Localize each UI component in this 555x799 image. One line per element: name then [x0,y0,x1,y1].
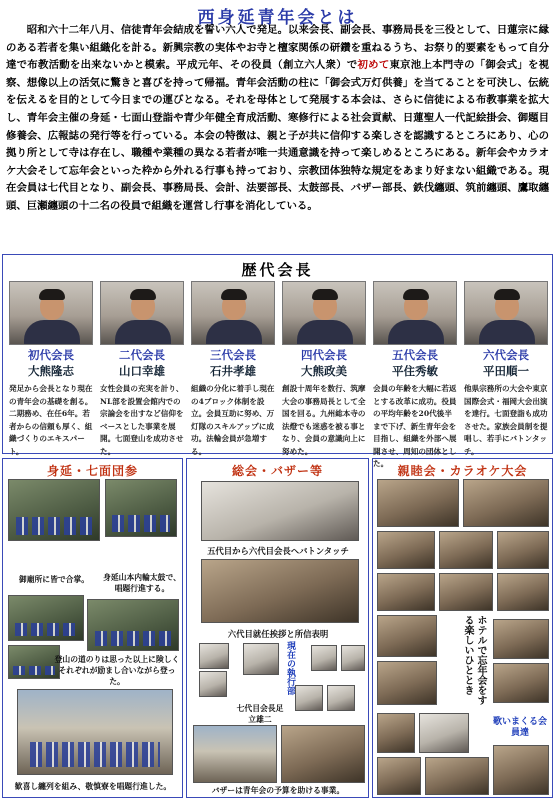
photo-caption: 歓喜し纏列を組み、敬慎寮を唱題行進した。 [14,782,172,791]
photo [377,479,459,527]
president-photo [100,281,184,345]
president-rank: 三代会長 [210,348,256,362]
photo-caption: ホテルで忘年会をする楽しいひととき [462,615,486,705]
presidents-section [2,254,553,468]
photo [17,689,173,775]
photo [199,671,227,697]
president-photo [464,281,548,345]
photo [497,573,549,611]
photo [463,479,549,527]
president-name: 平住秀敏 [392,364,438,378]
president-name: 大熊政美 [301,364,347,378]
photo [327,685,355,711]
photo-caption: 七代目会長足立雄二 [236,704,284,724]
photo [341,645,365,671]
president-photo [373,281,457,345]
photo-caption: 身延山本内輪太鼓で、唱題行進する。 [103,573,181,593]
photo [295,685,323,711]
photo-caption: 歌いまくる会員達 [492,717,547,738]
photo-caption: 登山の道のりは思った以上に険しくそれぞれが励まし合いながら登った。 [54,655,180,686]
photo [377,615,437,657]
president-name: 石井孝雄 [210,364,256,378]
photo [377,713,415,753]
president-desc: 発足から会長となり現在の青年会の基礎を創る。二期務め、在任6年。若者からの信頼も厚く、組織づくりのエキスパート。 [9,384,93,456]
photo [425,757,489,795]
president-card [464,281,548,458]
president-desc: 女性会員の充実を計り、NL部を設置会館内での宗論会を出すなど信仰をベースとした事業を展開。七面登山を成功させた。 [100,384,184,456]
photo [8,479,100,541]
minobu-section [2,458,183,798]
president-card [282,281,366,458]
photo [281,725,365,783]
photo-caption: 御廟所に皆で合掌。 [18,575,90,584]
president-card [191,281,275,458]
president-name: 大熊隆志 [28,364,74,378]
photo [8,595,84,641]
president-card [100,281,184,458]
photo [201,481,359,541]
intro-text-2: 東京池上本門寺の「御会式」を視察、想像以上の活気に驚きと喜びを持って帰福。青年会活動の柱に「御会式万灯供養」を当てることを可決し、伝統を伝えるを目的として今日までの運びとなる。それを母体として発展する本会は、さらに信徒による布教事業を拡大し、青年会主催の身延・七面山登詣や青少年健全育成活動、寒修行による社会貢献、日蓮聖人一代記絵掛会、御題目修養会、広報誌の発行等を行っている。本会の特徴は、親と子が共に信仰する楽しさを認識するところにあり、心の拠り所として寺は存在し、職種や業種の異なる若者が唯一共通意識を持って楽しめるところにある。新年会やカラオケ大会そして忘年会といった枠から外れる行事も持っており、宗教団体独特な規定をあまり好まない組織である。現在会員は七代目となり、副会長、事務局長、会計、法要部長、太鼓部長、バザー部長、鉄伐纏頭、筑前纏頭、鷹取纏頭、巨瀬纏頭の十二名の役員で組織を運営し行事を消化している。 [6,59,550,212]
president-name: 山口幸雄 [119,364,165,378]
photo [493,745,549,795]
photo [377,661,437,705]
party-section [372,458,553,798]
president-rank: 二代会長 [119,348,165,362]
intro-highlight: 初めて [357,59,390,72]
photo [377,573,435,611]
president-desc: 創設十周年を数行、筑摩大会の事務局長として全国を回る。九州総本寺の法燈でも迷惑を被る事となり、会員の意識向上に努めた。 [282,384,366,456]
president-desc: 他県宗務所の大会や東京国際会式・福岡大会出演を達行。七面登詣も成功させた。家族会員制を提唱し、若手にバトンタッチ。 [464,384,548,456]
president-name: 平田順一 [483,364,529,378]
president-rank: 四代会長 [301,348,347,362]
photo [493,619,549,659]
photo-caption: バザーは青年会の予算を助ける事業。 [211,786,345,795]
president-rank: 五代会長 [392,348,438,362]
photo-caption: 現在の執行部 [285,641,295,695]
photo [377,531,435,569]
photo [87,599,179,651]
intro-text-1: 昭和六十二年八月、信徒青年会結成を誓い六人で発足。以来会長、副会長、事務局長を三役として、日蓮宗に縁のある若者を集い組織化を計る。新興宗教の実体や [6,24,549,54]
president-desc: 組織の分化に着手し現在の4ブロック体制を設立。会員互助に努め、万灯隊のスキルアップに成功。法輪会員が急増する。 [191,384,275,456]
section-title: 総会・バザー等 [231,464,323,478]
photo [439,573,493,611]
president-rank: 初代会長 [28,348,74,362]
photo [439,531,493,569]
bazaar-section [186,458,369,798]
photo-caption: 六代目就任挨拶と所信表明 [227,629,329,639]
photo [193,725,277,783]
president-photo [191,281,275,345]
president-photo [9,281,93,345]
photo [497,531,549,569]
photo [377,757,421,795]
president-card [373,281,457,471]
president-photo [282,281,366,345]
presidents-heading: 歴代会長 [241,261,314,279]
photo [105,479,177,537]
intro-paragraph [6,22,549,216]
photo [201,559,359,623]
photo [311,645,337,671]
intro-text-1b: お寺と檀家関係の研鑽を重ねるうち、お祭り的要素をもって自分達で布教活動を出来ないかと模索。平成元年、その役員（創立六人衆）で [6,41,550,72]
photo-caption: 五代目から六代目会長へバトンタッチ [207,546,349,556]
president-desc: 会員の年齢を大幅に若返とする改革に成功。役員の平均年齢を20代後半まで下げ、新生青年会を目指し、組織を外部へ展開させ、周知の団体とした。 [373,384,457,468]
president-card [9,281,93,458]
photo [419,713,469,753]
section-title: 親睦会・カラオケ大会 [397,464,528,478]
page-title: 西身延青年会とは [197,8,358,28]
photo [199,643,229,669]
photo [243,643,279,675]
section-title: 身延・七面団参 [46,464,138,478]
president-rank: 六代会長 [483,348,529,362]
photo [493,663,549,703]
